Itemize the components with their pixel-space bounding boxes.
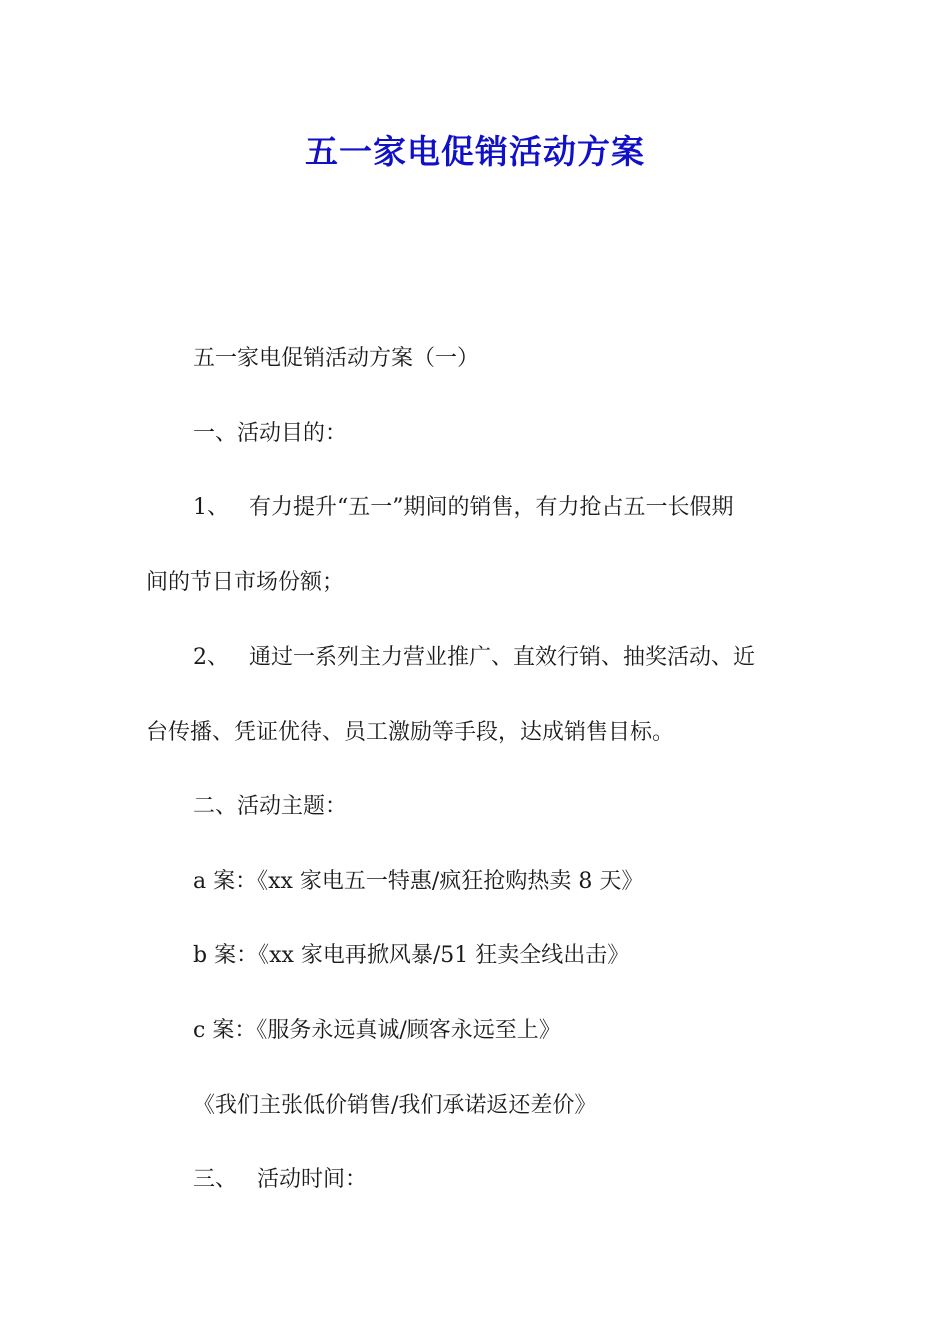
section1-item2-line2: 台传播、凭证优待、员工激励等手段，达成销售目标。 (146, 720, 675, 745)
document-title: 五一家电促销活动方案 (305, 132, 645, 171)
document-subtitle: 五一家电促销活动方案（一） (193, 346, 480, 371)
item1-number: 1、 (193, 495, 229, 520)
section3-text: 活动时间： (257, 1167, 368, 1192)
section3-number: 三、 (193, 1167, 238, 1192)
plan-c: c 案：《服务永远真诚/顾客永远至上》 (193, 1018, 561, 1043)
item2-text: 通过一系列主力营业推广、直效行销、抽奖活动、近 (249, 645, 756, 670)
section1-heading: 一、活动目的： (193, 421, 348, 446)
item2-number: 2、 (193, 645, 229, 670)
section1-item2-line1 (193, 640, 755, 676)
item1-text: 有力提升“五一”期间的销售，有力抢占五一长假期 (249, 495, 734, 520)
plan-a: a 案：《xx 家电五一特惠/疯狂抢购热卖 8 天》 (193, 869, 644, 894)
plan-b: b 案：《xx 家电再掀风暴/51 狂卖全线出击》 (193, 943, 630, 968)
section1-item1-line1 (193, 490, 734, 526)
plan-c-extra: 《我们主张低价销售/我们承诺返还差价》 (193, 1093, 597, 1118)
section1-item1-line2: 间的节日市场份额； (146, 570, 345, 595)
section3-heading (193, 1162, 367, 1198)
section2-heading: 二、活动主题： (193, 794, 348, 819)
